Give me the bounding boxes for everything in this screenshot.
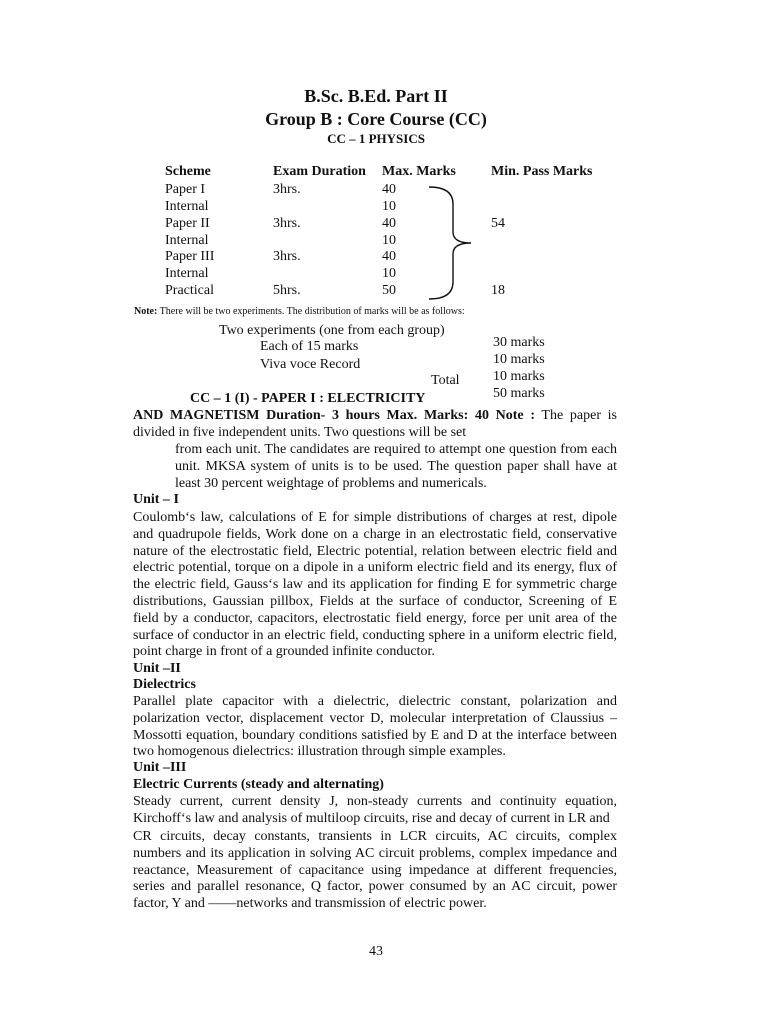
min-pass-theory: 54	[491, 216, 505, 231]
table-cell-marks: 10	[382, 266, 396, 281]
table-cell-marks: 40	[382, 249, 396, 264]
table-cell-scheme: Internal	[165, 199, 209, 214]
min-pass-practical: 18	[491, 283, 505, 298]
practical-marks: 30 marks	[493, 335, 545, 350]
table-cell-duration: 3hrs.	[273, 216, 301, 231]
unit3-heading: Unit –III	[133, 760, 187, 775]
table-cell-marks: 50	[382, 283, 396, 298]
unit1-heading: Unit – I	[133, 492, 179, 507]
practical-marks: 10 marks	[493, 369, 545, 384]
note-label: Note:	[134, 306, 158, 317]
unit2-heading: Unit –II	[133, 661, 181, 676]
table-cell-scheme: Internal	[165, 233, 209, 248]
page-title: B.Sc. B.Ed. Part II	[304, 86, 448, 106]
min-pass-header: Min. Pass Marks	[491, 164, 593, 179]
page-number: 43	[369, 944, 383, 959]
unit3-text-continued: CR circuits, decay constants, transients in LCR circuits, AC circuits, complex numbers and its application in solving AC circuit problems, complex impedance and reactance, Measurement of capacitance using impedance at different frequencies, series and parallel resonance, Q factor, power consumed by an AC circuit, power factor, Y and ——networks and transmission of electric power.	[133, 829, 617, 912]
table-cell-scheme: Paper II	[165, 216, 210, 231]
unit1-text: Coulomb‘s law, calculations of E for simple distributions of charges at rest, dipole and quadrupole fields, Work done on a charge in an electrostatic field, conservative nature of the electrostatic field, Electric potential, relation between electric field and electric potential, torque on a dipole in a uniform electric field and its energy, flux of the electric field, Gauss‘s law and its application for finding E for symmetric charge distributions, Gaussian pillbox, Fields at the surface of conductor, Screening of E field by a conductor, capacitors, electrostatic field energy, force per unit area of the surface of conductor in an electric field, conducting sphere in a uniform electric field, point charge in front of a grounded infinite conductor.	[133, 510, 617, 660]
paper-heading: CC – 1 (I) - PAPER I : ELECTRICITY	[190, 391, 426, 406]
intro-paragraph	[133, 408, 617, 442]
unit3-subheading: Electric Currents (steady and alternating)	[133, 777, 384, 792]
intro-text: The paper is divided in five independent units. Two questions will be set	[133, 408, 617, 440]
duration-header: Exam Duration	[273, 164, 366, 179]
practical-line3: Viva voce Record	[260, 357, 361, 372]
practical-marks: 50 marks	[493, 386, 545, 401]
unit2-subheading: Dielectrics	[133, 677, 196, 692]
unit2-text: Parallel plate capacitor with a dielectric, dielectric constant, polarization and polarization vector, displacement vector D, molecular interpretation of Claussius – Mossotti equation, boundary conditions satisfied by E and D at the interface between two homogenous dielectrics: illustration through simple examples.	[133, 694, 617, 760]
group-title: Group B : Core Course (CC)	[265, 109, 487, 129]
total-label: Total	[431, 373, 460, 388]
practical-line2: Each of 15 marks	[260, 339, 359, 354]
scheme-header: Scheme	[165, 164, 211, 179]
note-line	[134, 306, 465, 317]
intro-continuation: from each unit. The candidates are required to attempt one question from each unit. MKSA system of units is to be used. The question paper shall have at least 30 percent weightage of problems and numericals.	[175, 442, 617, 491]
table-cell-marks: 40	[382, 182, 396, 197]
brace-icon	[425, 184, 475, 302]
table-cell-marks: 10	[382, 199, 396, 214]
practical-line1: Two experiments (one from each group)	[219, 323, 445, 338]
unit3-text: Steady current, current density J, non-steady currents and continuity equation, Kirchoff‘s law and analysis of multiloop circuits, rise and decay of current in LR and	[133, 794, 617, 826]
table-cell-scheme: Internal	[165, 266, 209, 281]
table-cell-scheme: Practical	[165, 283, 214, 298]
table-cell-marks: 10	[382, 233, 396, 248]
max-marks-header: Max. Marks	[382, 164, 456, 179]
table-cell-marks: 40	[382, 216, 396, 231]
intro-bold: AND MAGNETISM Duration- 3 hours Max. Marks: 40 Note :	[133, 408, 535, 423]
table-cell-duration: 5hrs.	[273, 283, 301, 298]
table-cell-duration: 3hrs.	[273, 182, 301, 197]
practical-marks: 10 marks	[493, 352, 545, 367]
table-cell-scheme: Paper III	[165, 249, 215, 264]
table-cell-scheme: Paper I	[165, 182, 206, 197]
table-cell-duration: 3hrs.	[273, 249, 301, 264]
note-text: There will be two experiments. The distribution of marks will be as follows:	[159, 306, 465, 317]
course-title: CC – 1 PHYSICS	[327, 131, 425, 146]
